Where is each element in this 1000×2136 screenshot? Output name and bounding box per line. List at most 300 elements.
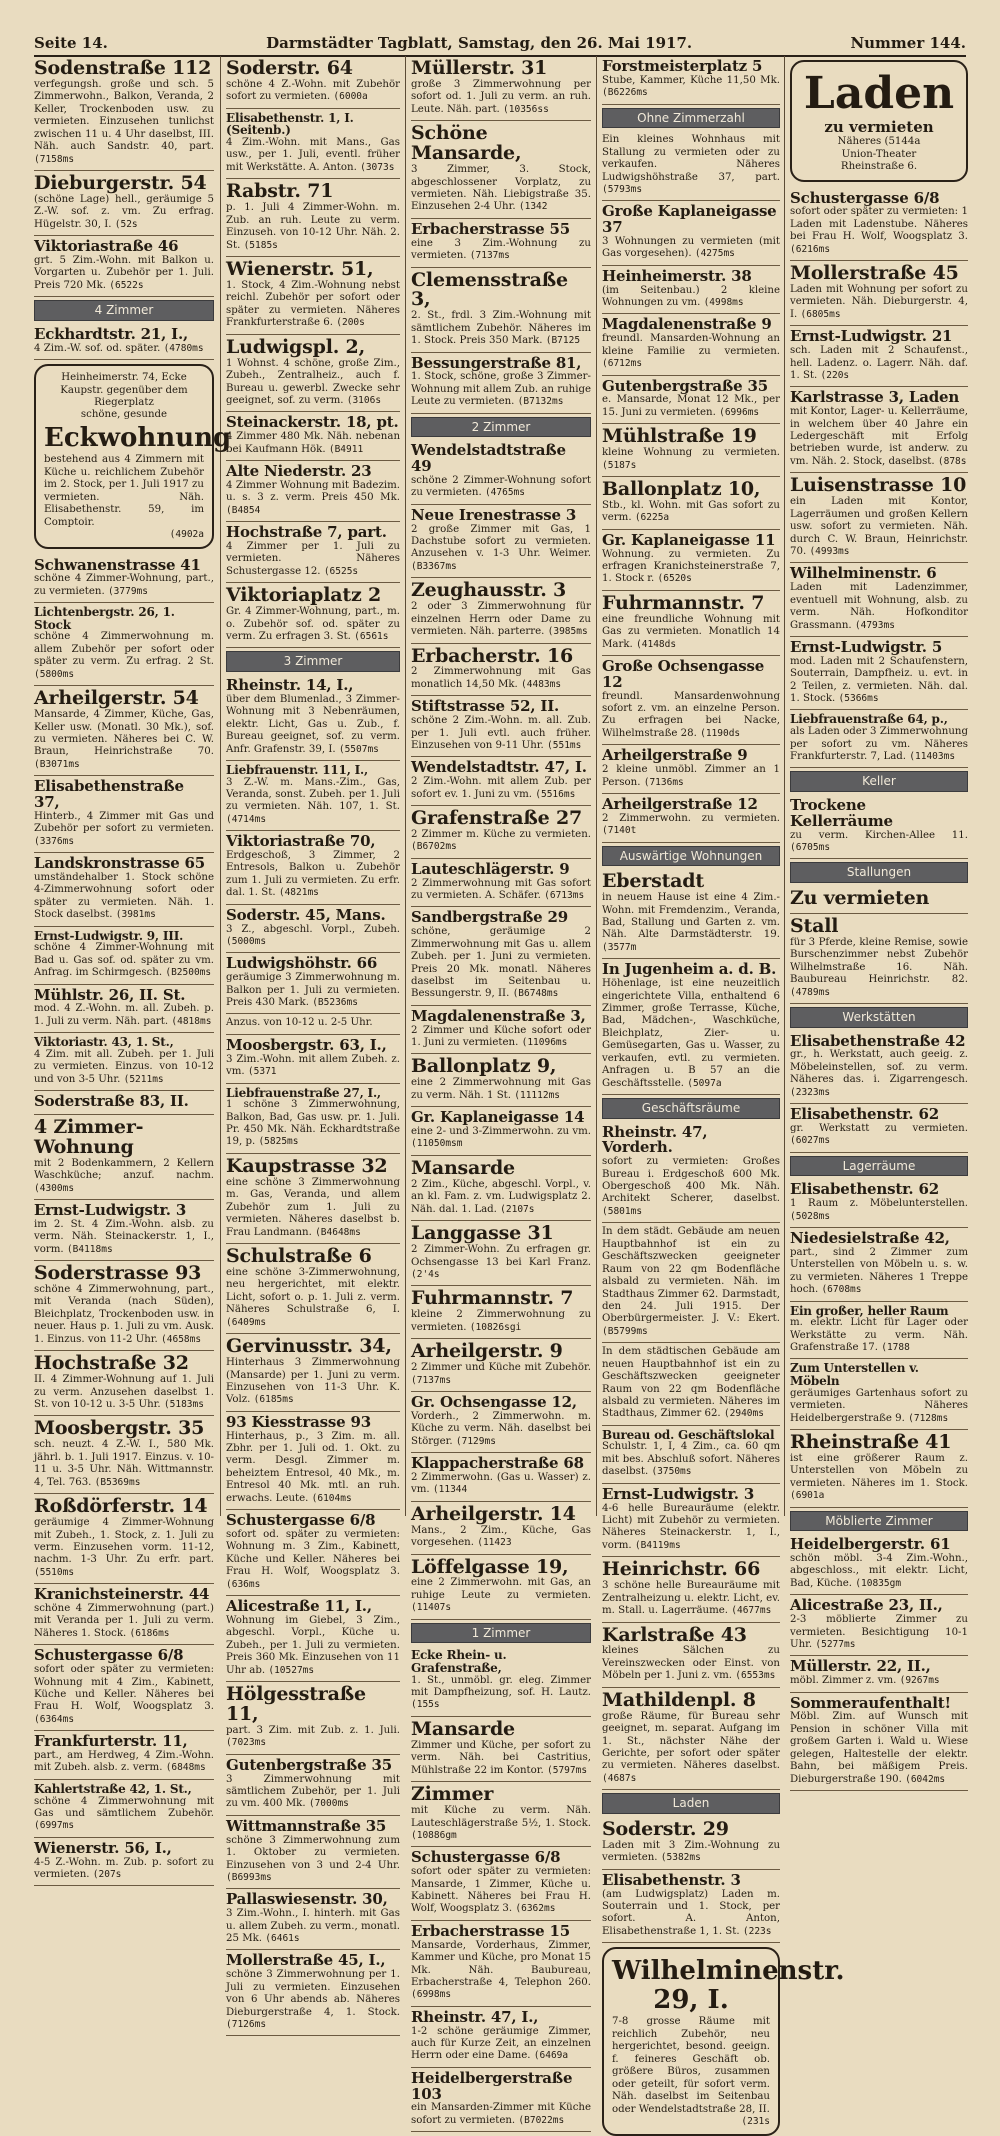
ad-body [411,1126,591,1151]
ad-code: (3750ms [651,1466,692,1478]
ad-headline: Gr. Kaplaneigasse 14 [411,1108,585,1127]
ad-text: ist eine größerer Raum z. Unterstellen von Möbeln zu vermieten. Näheres im 1. Stock. [790,1452,968,1489]
section-heading: 3 Zimmer [226,651,400,672]
ad-code: (9267ms [899,1675,940,1687]
ad-text: 2 Zimmer m. Küche zu vermieten. [411,828,591,840]
ad-code: (7128ms [908,1412,949,1424]
ad-headline: Müllerstr. 31 [411,57,548,79]
ad-headline: Gutenbergstraße 35 [226,1755,392,1774]
ad-code: (6185ms [253,1394,294,1406]
ad-headline: Hochstraße 32 [34,1352,189,1375]
ad-body [411,1525,591,1550]
ad-text: eine 3 Zim.-Wohnung zu vermieten. [411,237,591,262]
classified-ad [34,1091,214,1115]
ad-text: sofort od. später zu vermieten: Wohnung m. 3 Zim., Kabinett, Küche und Keller. Näheres bei Frau H. Wolf, Woogsplatz 3. [226,1528,400,1578]
ad-body [34,1158,214,1195]
ad-headline: Elisabethenstr. 62 [790,1105,939,1124]
classified-ad [411,1782,591,1847]
ad-body [411,1577,591,1614]
column-2 [226,56,400,2030]
ad-text: In dem städtischen Gebäude am neuen Hauptbahnhof ist ein zu Geschäftszwecken geeigneter Raum von 22 qm Bodenfläche alsbald zu vermieten. Näheres im Stadthaus, Zimmer 62. [602,1346,780,1420]
ad-headline: Müllerstr. 22, II., [790,1657,931,1676]
ad-text: schöne 3 Zimmerwohnung zum 1. Oktober zu vermieten. Einzusehen von 3 und 2-4 Uhr. [226,1834,400,1871]
classified-ad [602,56,780,105]
ad-headline: Mollerstraße 45 [790,262,959,285]
ad-headline: Alicestraße 11, I., [226,1597,372,1616]
ad-code: (551ms [547,739,582,751]
ad-code: (7126ms [226,2018,267,2030]
ad-text: Ein kleines Wohnhaus mit Stallung zu vermieten oder zu verkaufen. Näheres Ludwigshöhstraße 37, part. [602,134,780,183]
ad-text: schöne 2 Zimmer-Wohnung sofort zu vermieten. [411,474,591,499]
ad-text: Hinterhaus, p., 3 Zim. m. all. Zbhr. per 1. Juli od. 1. Okt. zu verm. Desgl. Zimmer m. beheiztem Entresol, 40 Mk., m. Entresol 40 Mk. mtl. an ruh. erwachs. Leute. [226,1430,400,1504]
ad-headline: Langgasse 31 [411,1222,554,1245]
classified-ad [411,2068,591,2132]
classified-ad [790,795,968,859]
classified-ad [226,412,400,461]
ad-text: 1. Stock, 4 Zim.-Wohnung nebst reichl. Zubehör per sofort oder später zu vermieten. Näheres Frankfurterstraße 6. [226,279,400,329]
ad-text: 2 Zimmerwohn. zu vermieten. [602,812,780,824]
classified-ad [411,1847,591,1921]
ad-text: schöne 4 Zimmer-Wohnung, part., zu vermieten. [34,573,214,597]
ad-text: geräumiges Gartenhaus sofort zu vermieten. Näheres Heidelbergerstraße 9. [790,1387,968,1424]
ad-code: (878s [937,455,967,467]
classified-ad [790,387,968,473]
classified-ad [226,522,400,583]
ad-body [226,1099,400,1149]
ad-body [226,1357,400,1407]
section-heading: 4 Zimmer [34,300,214,321]
ad-headline: Liebfrauenstraße 27, I., [226,1085,381,1100]
ad-code: (4677ms [731,1605,772,1617]
ad-text: geräumige 4 Zimmer-Wohnung mit Zubeh., 1. Stock, z. 1. Juli zu verm. Einzusehen vorm. 11-12, nachm. 1-3 Uhr. Zu erfr. part. [34,1517,214,1566]
ad-headline: Karlstrasse 3, Laden [790,388,960,407]
ad-body [790,1123,968,1148]
ad-line: schöne, gesunde [80,409,168,421]
classified-ad [602,1817,780,1870]
column-rule [405,56,406,1516]
classified-ad [602,1870,780,1944]
ad-code: (4275ms [694,248,735,260]
ad-headline: Schustergasse 6/8 [226,1511,376,1530]
ad-code: (B4119ms [634,1539,681,1551]
section-heading: Keller [790,771,968,792]
classified-ad [226,831,400,905]
ad-body [226,202,400,252]
ad-code: (6027ms [790,1135,831,1147]
ad-code: (5793ms [602,184,643,195]
ad-code: (4658ms [161,1333,202,1345]
classified-ad [602,201,780,265]
classified-ad [34,324,214,360]
ad-code: (B7125 [545,335,581,347]
ad-headline: Elisabethenstr. 1, I. (Seitenb.) [226,110,354,138]
classified-ad [602,1484,780,1558]
classified-ad [602,131,780,201]
ad-body [411,238,591,263]
ad-body [411,2102,591,2127]
classified-ad [602,314,780,375]
ad-code: (5800ms [34,668,75,680]
ad-headline: Fuhrmannstr. 7 [411,1287,574,1310]
ad-text: gr. Werkstatt zu vermieten. [790,1122,968,1134]
ad-text: 4 Zimmer 480 Mk. Näh. nebenan bei Kaufmann Hök. [226,431,400,455]
ad-text: 3 Z., abgeschl. Vorpl., Zubeh. [226,923,400,935]
ad-body [226,1054,400,1079]
ad-headline: Heinheimerstr. 38 [602,266,752,285]
ad-body [602,394,780,419]
ad-headline: Große Ochsengasse 12 [602,657,765,691]
classified-ad [34,1033,214,1091]
ad-body: bestehend aus 4 Zimmern mit Küche u. reichlichem Zubehör im 2. Stock, per 1. Juli 1917 zu vermieten. Näh. Elisabethenstr. 59, im Comptoir. [44,454,204,528]
ad-body [411,1179,591,1216]
ad-code: (636ms [226,1578,261,1590]
ad-headline: Liebfrauenstr. 111, I., [226,762,369,777]
issue-number: Nummer 144. [850,34,966,52]
ad-headline: Ernst-Ludwigstr. 3 [34,1201,187,1220]
classified-ad [411,440,591,504]
column-rule [596,56,597,1516]
ad-body [602,1226,780,1338]
ad-body [602,549,780,586]
ad-code: (6996ms [719,406,760,418]
section-heading: Stallungen [790,862,968,883]
classified-ad [34,1115,214,1200]
classified-ad [790,886,968,914]
ad-body [34,811,214,848]
ad-headline: Niedesielstraße 42, [790,1229,950,1248]
ad-code: (6561s [354,630,389,642]
ad-code: (4993ms [809,546,850,558]
ad-headline: Wittmannstraße 35 [226,1816,387,1835]
ad-body [411,1309,591,1334]
ad-text: sofort oder später zu vermieten: Wohnung mit 4 Zim., Kabinett, Küche und Keller. Näheres bei Frau H. Wolf, Woogsplatz 3. [34,1664,214,1713]
classified-ad [34,171,214,236]
ad-headline: Ernst-Ludwigstr. 5 [790,637,943,656]
ad-line: Union-Theater [841,148,917,160]
ad-text: 1 Wohnst. 4 schöne, große Zim., Zubeh., Zentralheiz., auch f. Bureau u. gewerbl. Zwecke sehr geeignet, sof. zu verm. [226,357,400,406]
classified-ad [34,1351,214,1416]
ad-code: (5277ms [815,1638,856,1650]
classified-ad [411,1921,591,2007]
ad-code: (5187s [602,459,637,471]
ad-body [226,1774,400,1811]
ad-headline: Arheilgerstr. 54 [34,687,199,710]
ad-headline: 93 Kiesstrasse 93 [226,1412,371,1431]
classified-ad [411,1339,591,1392]
ad-line: Heinheimerstr. 74, Ecke Kaupstr. gegenüber dem Riegerplatz [60,372,188,408]
ad-code: (6186ms [129,1627,170,1639]
classified-ad [411,578,591,643]
ad-body [226,1267,400,1329]
classified-ad [602,656,780,745]
ad-body [411,1077,591,1102]
ad-code: (5516ms [535,788,576,800]
classified-ad [34,603,214,686]
classified-ad [34,1780,214,1838]
ad-text: schöne 4 Zimmer-Wohnung mit Bad u. Gas sof. od. später zu vm. Anfrag. im Schirmgesch. [34,942,214,979]
ad-headline: Ludwigspl. 2, [226,335,365,358]
classified-ad [790,1104,968,1153]
ad-text: Möbl. Zim. auf Wunsch mit Pension in schöner Villa mit großem Garten i. Wald u. Wiese gelegen, Haltestelle der elektr. Bahn, bei mäßigem Preis. Dieburgerstraße 190. [790,1711,968,1785]
classified-ad [602,1623,780,1688]
ad-text: Erdgeschoß, 3 Zimmer, 2 Entresols, Balkon u. Zubehör zum 1. Juli zu vermieten. Zu erfr. dal. 1. St. [226,850,400,899]
ad-code: (5382ms [660,1852,701,1864]
classified-ad [34,686,214,776]
classified-ad [602,1557,780,1622]
ad-headline: Wendelstadtstr. 47, I. [411,758,587,777]
ad-text: part. 3 Zim. mit Zub. z. 1. Juli. [226,1724,400,1736]
ad-body [226,137,400,174]
ad-headline: Ernst-Ludwigstr. 21 [790,327,953,346]
classified-ad [602,1426,780,1484]
classified-ad [790,914,968,1004]
ad-body [602,892,780,954]
ad-code: (7137ms [469,250,510,262]
ad-text: schöne 4 Zimmerwohnung m. allem Zubehör per sofort oder später zu verm. Zu erfrag. 2 St. [34,631,214,668]
ad-body [411,1411,591,1448]
ad-headline: Elisabethenstr. 3 [602,1870,741,1889]
ad-text: schön möbl. 3-4 Zim.-Wohn., abgeschloss., mit elektr. Licht, Bad, Küche. [790,1553,968,1589]
ad-body [790,656,968,706]
ad-code: (4821ms [278,887,319,899]
boxed-advertisement [790,60,968,182]
ad-text: 4 Zimmer per 1. Juli zu vermieten. Näheres Schustergasse 12. [226,540,400,577]
ad-body [34,194,214,231]
ad-text: ein Mansarden-Zimmer mit Küche sofort zu vermieten. [411,2102,591,2126]
ad-text: (am Ludwigsplatz) Laden m. Souterrain und 1. Stock, per sofort. A. Anton, Elisabethenstraße 1, 1. St. [602,1888,780,1937]
ad-text: mod. 4 Z.-Wohn. m. all. Zubeh. p. 1. Juli zu verm. Näh. part. [34,1003,214,1027]
section-heading: Werkstätten [790,1007,968,1028]
ad-code: (5801ms [602,1205,643,1217]
ad-headline: Gervinusstr. 34, [226,1335,392,1358]
ad-code: (B4911 [328,443,364,455]
ad-body [790,206,968,256]
ad-body [602,134,780,196]
ad-body [411,776,591,801]
classified-ad [226,461,400,522]
classified-ad [226,1596,400,1682]
ad-body [790,1317,968,1354]
ad-body [602,691,780,741]
ad-text: sch. neuzt. 4 Z.-W. I., 580 Mk. jährl. b. 1. Juli 1917. Einzus. v. 10-11 u. 3-5 Uhr. Näh. Wittmannstr. 4, Tel. 763. [34,1439,214,1488]
ad-code: (2'4s [411,1268,440,1280]
ad-text: zu verm. Kirchen-Allee 11. [790,829,968,841]
section-heading: Möblierte Zimmer [790,1511,968,1532]
ad-text: sofort zu vermieten: Großes Bureau i. Erdgeschoß 600 Mk. Obergeschoß 400 Mk. Näh. Architekt Scherer, daselbst. [602,1156,780,1205]
ad-text: schöne 3 Zimmerwohnung per 1. Juli zu vermieten. Einzusehen von 6 Uhr abends ab. Näheres Dieburgerstraße 4, 1. Stock. [226,1969,400,2018]
classified-ad [790,1693,968,1791]
classified-ad [226,953,400,1014]
ad-headline: Steinackerstr. 18, pt. [226,413,399,432]
classified-ad [226,1084,400,1154]
ad-body [790,726,968,763]
ad-headline: Ballonplatz 9, [411,1055,557,1078]
ad-code: (5366ms [838,693,879,705]
ad-body [411,371,591,408]
section-heading: Lagerräume [790,1156,968,1177]
ad-text: als Laden oder 3 Zimmerwohnung per sofort zu vm. Näheres Frankfurterstr. 7, Lad. [790,726,968,762]
ad-code: (6364ms [34,1713,75,1725]
ad-code: (B7132ms [517,396,564,408]
ad-text: 3 Wohnungen zu vermieten (mit Gas vorgesehen). [602,235,780,260]
ad-headline: Grafenstraße 27 [411,807,582,829]
ad-body [790,937,968,999]
classified-ad [790,1595,968,1656]
ad-text: mit Kontor, Lager- u. Kellerräume, in welchem über 40 Jahre ein Ledergeschäft mit Erfolg betrieben wurde, ist anderw. zu vm. Näh. 2. Stock, daselbst. [790,406,968,467]
ad-body [34,1750,214,1775]
classified-ad [411,1502,591,1555]
ad-body [226,777,400,827]
ad-body [226,79,400,104]
classified-ad [411,907,591,1005]
ad-body [411,475,591,500]
ad-text: kleine Wohnung zu vermieten. [602,447,780,459]
section-heading: Auswärtige Wohnungen [602,846,780,867]
ad-code: (6848ms [165,1762,206,1774]
ad-headline: Roßdörferstr. 14 [34,1495,208,1518]
ad-body [34,1857,214,1882]
ad-code: (3106s [346,394,382,406]
ad-text: 2 Zimmer-Wohn. Zu erfragen gr. Ochsengasse 13 bei Karl Franz. [411,1244,591,1268]
classified-ad [602,1688,780,1791]
ad-headline: Mathildenpl. 8 [602,1688,756,1711]
ad-body [790,1614,968,1651]
ad-code: (220s [820,369,850,381]
classified-ad [226,257,400,335]
ad-code: (B3367ms [411,560,457,572]
ad-body [602,764,780,789]
ad-code: (6362ms [515,1903,556,1915]
classified-ad [602,1122,780,1224]
ad-body [226,1969,400,2031]
classified-ad [34,1645,214,1731]
ad-headline: Hochstraße 7, part. [226,523,387,542]
ad-text: 4-5 Z.-Wohn. m. Zub. p. sofort zu vermieten. [34,1856,214,1881]
ad-code: (52s [114,218,138,230]
ad-code: (207s [92,1869,122,1881]
classified-ad [34,853,214,927]
ad-code: (11096ms [521,1037,568,1048]
ad-code: (6998ms [411,1989,452,2001]
classified-ad [790,1179,968,1228]
ad-code: (4780ms [163,342,204,354]
ad-body [34,1664,214,1726]
ad-headline: Mühlstr. 26, II. St. [34,985,186,1004]
ad-code: (5507ms [338,743,379,755]
ad-headline: Alicestraße 23, II., [790,1596,943,1615]
ad-headline: Karlstraße 43 [602,1623,747,1646]
classified-ad [34,1261,214,1351]
ad-code: (4687s [602,1772,637,1784]
classified-ad [411,1221,591,1286]
ad-body [602,978,780,1090]
ad-body [226,924,400,949]
ad-code: (6469a [533,2050,569,2062]
ad-body [411,1244,591,1281]
ad-headline: Magdalenenstraße 3, [411,1006,586,1025]
classified-ad [411,1107,591,1156]
ad-headline: Sandbergstraße 29 [411,908,569,927]
ad-headline: Moosbergstr. 35 [34,1417,205,1440]
ad-body [411,666,591,691]
ad-text: kleines Sälchen zu Vereinszwecken oder Einst. von Möbeln per 1. Juni z. vm. [602,1645,780,1682]
ad-code: (2107s [500,1203,535,1215]
ad-body [226,694,400,756]
ad-headline: Kranichsteinerstr. 44 [34,1585,210,1604]
ad-text: in neuem Hause ist eine 4 Zim.-Wohn. mit Fremdenzim., Veranda, Bad, Stallung und Garten z. vm. Näh. Alte Darmstädterstr. 19. [602,892,780,941]
ad-code: (7137ms [411,1374,452,1386]
ad-headline: Eberstadt [602,870,704,893]
ad-headline: Schwanenstrasse 41 [34,555,201,574]
ad-code: (1342 [518,201,548,213]
ad-body [602,813,780,838]
masthead-date: Darmstädter Tagblatt, Samstag, den 26. Mai 1917. [266,34,693,52]
ad-headline: Schustergasse 6/8 [411,1848,561,1867]
classified-ad [411,1555,591,1620]
ad-body [790,1675,968,1687]
ad-body [34,1284,214,1346]
ad-headline: Forstmeisterplatz 5 [602,57,763,75]
ad-body [411,926,591,1001]
ad-body [411,1740,591,1777]
ad-body [790,1711,968,1786]
ad-text: 3 schöne helle Bureauräume mit Zentralheizung u. elektr. Licht, ev. m. Stall. u. Lagerräume. [602,1580,780,1617]
ad-text: schöne 4 Z.-Wohn. mit Zubehör sofort zu vermieten. [226,78,400,103]
ad-text: freundl. Mansarden-Wohnung an kleine Familie zu vermieten. [602,333,780,357]
ad-headline: Soderstr. 64 [226,57,353,79]
ad-code: (6522s [109,279,144,291]
ad-code: (4818ms [171,1015,212,1027]
ad-text: (im Seitenbau.) 2 kleine Wohnungen zu vm. [602,284,780,308]
ad-body [34,1796,214,1833]
ad-headline: Ballonplatz 10, [602,477,761,500]
ad-text: Stb., kl. Wohn. mit Gas sofort zu verm. [602,499,780,524]
classified-ad [34,1584,214,1645]
ad-text: Vorderh., 2 Zimmerwohn. m. Küche zu verm. Näh. daselbst bei Störger. [411,1410,591,1447]
ad-body [34,79,214,166]
ad-body [602,1441,780,1478]
ad-code: (B3071ms [34,758,80,770]
ad-code: (10835gm [855,1577,902,1589]
ad-text: über dem Blumenlad., 3 Zimmer-Wohnung mit 3 Nebenräumen, elektr. Licht, Gas u. Zub., f. Bureau geeignet, sof. zu verm. Anfr. Grafenstr. 39, I. [226,693,400,755]
ad-text: umständehalber 1. Stock schöne 4-Zimmerwohnung sofort oder später zu vermieten. Näh. 1. Stock daselbst. [34,871,214,921]
classified-ad [226,1154,400,1244]
ad-text: schöne, geräumige 2 Zimmerwohnung mit Gas u. allem Zubeh. per 1. Juni zu vermieten. Preis 20 Mk. monatl. Näheres daselbst im Seitenbau u. Bessungerstr. 9, II. [411,926,591,1000]
ad-line: Näheres (5144a [837,136,921,148]
ad-text: Hinterhaus 3 Zimmerwohnung (Mansarde) per 1. Juni zu verm. Einzusehen von 11-3 Uhr. K. Volz. [226,1357,400,1406]
ad-text: schöne 4 Zimmerwohnung, part., mit Veranda (nach Süden), Bleichplatz, Trockenboden usw. in neuer. Haus p. 1. Juli zu vm. Ausk. 1. Einzus. von 11-2 Uhr. [34,1284,214,1345]
ad-text: p. 1. Juli 4 Zimmer-Wohn. m. Zub. an ruh. Leute zu verm. Einzuseh. von 10-12 Uhr. Näh. 2. St. [226,202,400,251]
ad-code: (B4118ms [66,1243,113,1255]
ad-body [602,236,780,261]
ad-headline: Erbacherstr. 16 [411,644,573,667]
ad-code: (3985ms [547,626,588,638]
ad-body [34,343,214,355]
ad-headline: Gr. Ochsengasse 12, [411,1393,577,1411]
ad-body [34,1219,214,1256]
ad-text: 4 Zimmer Wohnung mit Badezim. u. s. 3 z. verm. Preis 450 Mk. [226,479,400,504]
ad-code: (11423 [477,1537,512,1549]
ad-headline: Heinrichstr. 66 [602,1558,761,1581]
classified-ad [226,335,400,413]
ad-text: 2 oder 3 Zimmerwohnung für einzelnen Herrn oder Dame zu vermieten. Näh. parterre. [411,601,591,638]
classified-ad [411,757,591,806]
ad-code: (11050msm [411,1138,463,1150]
ad-body [790,830,968,855]
ad-headline: Viktoriastraße 70, [226,832,376,851]
ad-headline: Lauteschlägerstr. 9 [411,859,570,878]
ad-body [226,1431,400,1506]
